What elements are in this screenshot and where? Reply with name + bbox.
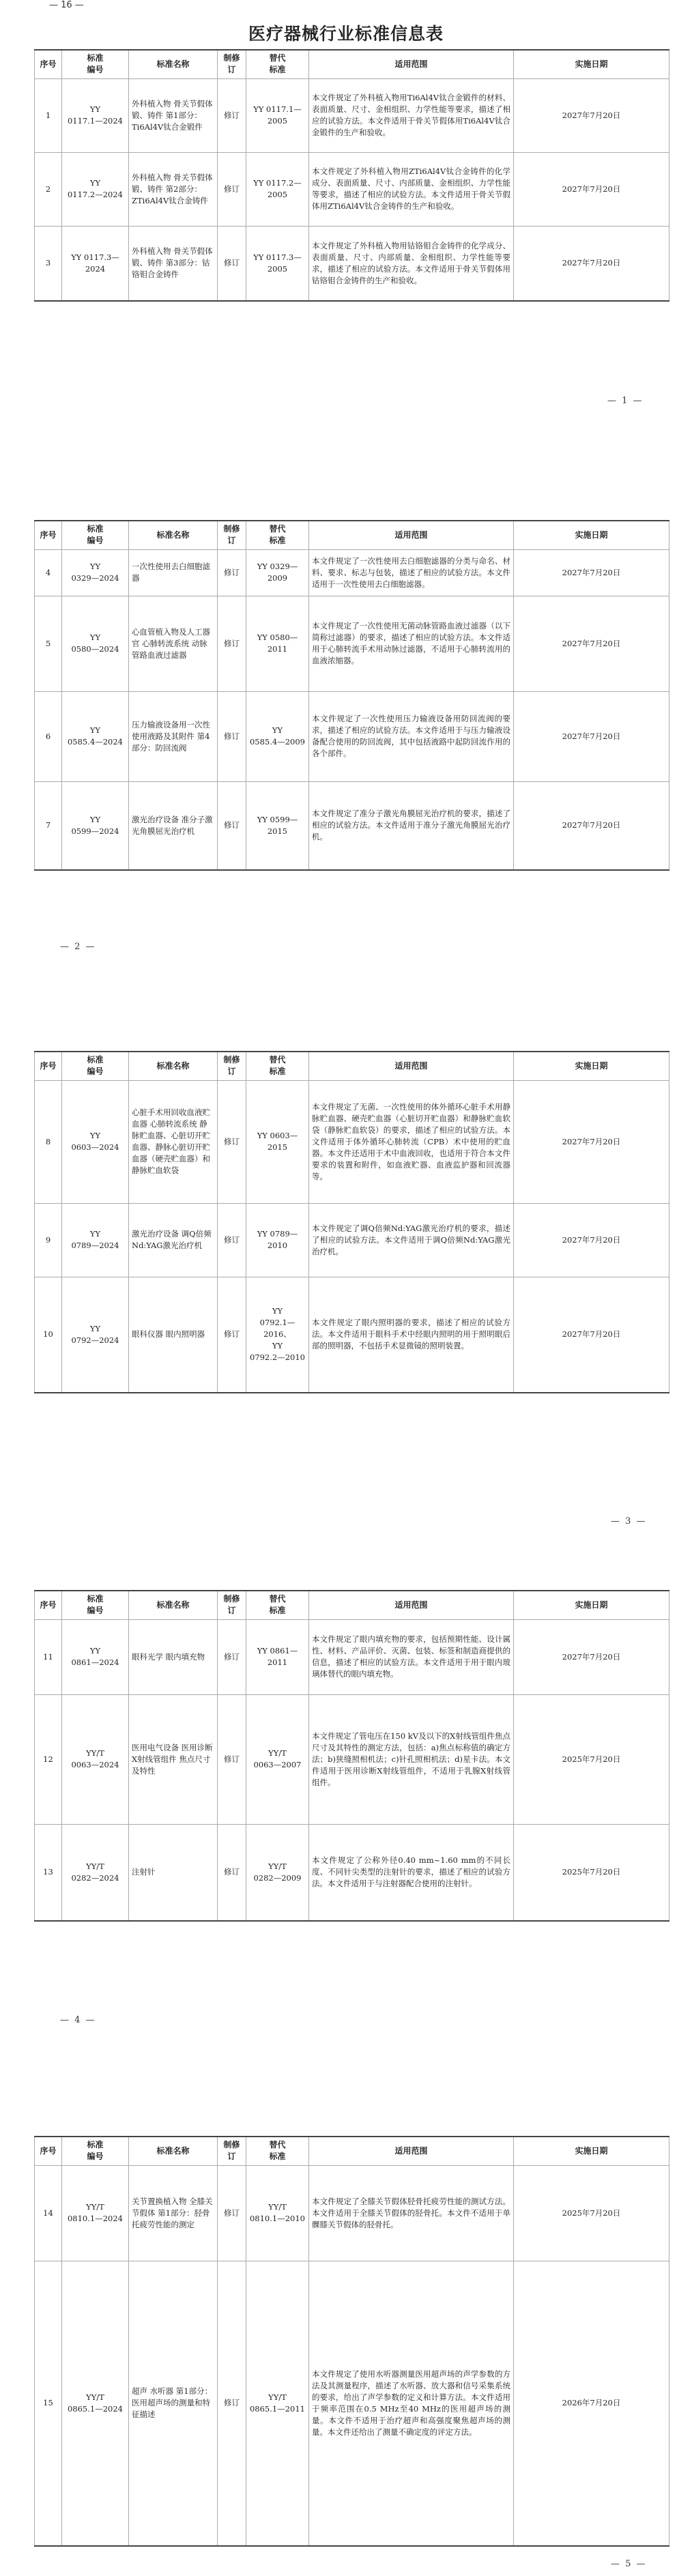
cell-number: 4 — [35, 549, 62, 596]
table-row — [35, 2261, 669, 2546]
cell-effective-date: 2025年7月20日 — [514, 2165, 669, 2261]
cell-replaced-standard: YY/T 0282—2009 — [246, 1824, 309, 1921]
cell-revision-type: 修订 — [218, 2165, 246, 2261]
cell-number: 8 — [35, 1080, 62, 1203]
page-number: — 2 — — [60, 942, 96, 952]
cell-effective-date: 2027年7月20日 — [514, 691, 669, 781]
table-header-row — [35, 2137, 669, 2165]
table-row — [35, 781, 669, 870]
page-number: — 3 — — [611, 1516, 647, 1526]
table-row — [35, 691, 669, 781]
cell-effective-date: 2027年7月20日 — [514, 1080, 669, 1203]
col-header-no: 序号 — [35, 1052, 62, 1080]
cell-standard-name: 眼科光学 眼内填充物 — [129, 1619, 218, 1694]
table-header-row — [35, 521, 669, 549]
col-header-scope: 适用范围 — [309, 50, 514, 78]
cell-standard-name: 超声 水听器 第1部分：医用超声场的测量和特征描述 — [129, 2261, 218, 2546]
cell-scope: 本文件规定了眼内照明器的要求，描述了相应的试验方法。本文件适用于眼科手术中经眼内照明的用于照明眼后部的照明器，不包括手术显微镜的照明装置。 — [309, 1277, 514, 1393]
cell-standard-code: YY 0329—2024 — [62, 549, 129, 596]
cell-revision-type: 修订 — [218, 1203, 246, 1277]
page-number: — 1 — — [607, 396, 644, 406]
cell-standard-name: 眼科仪器 眼内照明器 — [129, 1277, 218, 1393]
col-header-date: 实施日期 — [514, 50, 669, 78]
table-row — [35, 1619, 669, 1694]
cell-replaced-standard: YY 0861—2011 — [246, 1619, 309, 1694]
cell-standard-name: 一次性使用去白细胞滤器 — [129, 549, 218, 596]
cell-standard-name: 激光治疗设备 准分子激光角膜屈光治疗机 — [129, 781, 218, 870]
cell-replaced-standard: YY 0117.2—2005 — [246, 152, 309, 226]
cell-standard-name: 外科植入物 骨关节假体锻、铸件 第3部分：钴铬钼合金铸件 — [129, 226, 218, 301]
col-header-code: 标准 编号 — [62, 1052, 129, 1080]
cell-revision-type: 修订 — [218, 1619, 246, 1694]
cell-scope: 本文件规定了全膝关节假体胫骨托疲劳性能的测试方法。本文件适用于全膝关节假体的胫骨托。本文件不适用于单髁膝关节假体的胫骨托。 — [309, 2165, 514, 2261]
table-header-row — [35, 50, 669, 78]
standards-table — [34, 1051, 669, 1393]
col-header-code: 标准 编号 — [62, 521, 129, 549]
table-row — [35, 596, 669, 691]
cell-number: 12 — [35, 1694, 62, 1824]
table-row — [35, 78, 669, 152]
page-title: 医疗器械行业标准信息表 — [248, 24, 444, 44]
table-row — [35, 1824, 669, 1921]
cell-standard-code: YY 0599—2024 — [62, 781, 129, 870]
cell-revision-type: 修订 — [218, 78, 246, 152]
cell-scope: 本文件规定了外科植入物用Ti6Al4V钛合金锻件的材料、表面质量、尺寸、金相组织、力学性能等要求，描述了相应的试验方法。本文件适用于骨关节假体用Ti6Al4V钛合金锻件的生产和验收。 — [309, 78, 514, 152]
col-header-type: 制修 订 — [218, 2137, 246, 2165]
cell-standard-name: 激光治疗设备 调Q倍频Nd:YAG激光治疗机 — [129, 1203, 218, 1277]
col-header-no: 序号 — [35, 521, 62, 549]
cell-scope: 本文件规定了一次性使用去白细胞滤器的分类与命名、材料、要求、标志与包装，描述了相应的试验方法。本文件适用于一次性使用去白细胞滤器。 — [309, 549, 514, 596]
cell-number: 6 — [35, 691, 62, 781]
cell-effective-date: 2027年7月20日 — [514, 1277, 669, 1393]
cell-standard-code: YY/T 0865.1—2024 — [62, 2261, 129, 2546]
cell-revision-type: 修订 — [218, 1277, 246, 1393]
col-header-type: 制修 订 — [218, 1052, 246, 1080]
cell-standard-code: YY 0789—2024 — [62, 1203, 129, 1277]
cell-replaced-standard: YY 0599—2015 — [246, 781, 309, 870]
col-header-replace: 替代 标准 — [246, 50, 309, 78]
cell-number: 5 — [35, 596, 62, 691]
cell-revision-type: 修订 — [218, 226, 246, 301]
table-row — [35, 152, 669, 226]
standards-table — [34, 49, 669, 302]
cell-number: 7 — [35, 781, 62, 870]
standards-table — [34, 1590, 669, 1922]
cell-number: 14 — [35, 2165, 62, 2261]
cell-replaced-standard: YY 0117.3—2005 — [246, 226, 309, 301]
cell-number: 3 — [35, 226, 62, 301]
cell-scope: 本文件规定了使用水听器测量医用超声场的声学参数的方法及其测量程序，描述了水听器、放大器和信号采集系统的要求，给出了声学参数的定义和计算方法。本文件适用于频率范围在0.5 MHz至40 MHz的医用超声场的测量。本文件不适用于治疗超声和高强度聚焦超声场的测量。本文件还给出了测量不确定度的评定方法。 — [309, 2261, 514, 2546]
col-header-name: 标准名称 — [129, 1052, 218, 1080]
cell-standard-name: 关节置换植入物 全膝关节假体 第1部分：胫骨托疲劳性能的测定 — [129, 2165, 218, 2261]
cell-standard-code: YY 0117.1—2024 — [62, 78, 129, 152]
col-header-name: 标准名称 — [129, 50, 218, 78]
cell-effective-date: 2026年7月20日 — [514, 2261, 669, 2546]
table-row — [35, 226, 669, 301]
cell-scope: 本文件规定了公称外径0.40 mm~1.60 mm的不同长度、不同针尖类型的注射针的要求，描述了相应的试验方法。本文件适用于与注射器配合使用的注射针。 — [309, 1824, 514, 1921]
cell-scope: 本文件规定了外科植入物用钴铬钼合金铸件的化学成分、表面质量、尺寸、内部质量、金相组织、力学性能等要求，描述了相应的试验方法。本文件适用于骨关节假体用钴铬钼合金铸件的生产和验收。 — [309, 226, 514, 301]
table-header-row — [35, 1591, 669, 1619]
cell-effective-date: 2027年7月20日 — [514, 226, 669, 301]
cell-number: 15 — [35, 2261, 62, 2546]
cell-effective-date: 2025年7月20日 — [514, 1824, 669, 1921]
cell-standard-name: 心血管植入物及人工器官 心肺转流系统 动脉管路血液过滤器 — [129, 596, 218, 691]
cell-replaced-standard: YY 0580—2011 — [246, 596, 309, 691]
cell-standard-code: YY/T 0810.1—2024 — [62, 2165, 129, 2261]
cell-replaced-standard: YY/T 0865.1—2011 — [246, 2261, 309, 2546]
cell-standard-code: YY/T 0063—2024 — [62, 1694, 129, 1824]
cell-standard-code: YY 0603—2024 — [62, 1080, 129, 1203]
col-header-type: 制修 订 — [218, 50, 246, 78]
cell-revision-type: 修订 — [218, 1824, 246, 1921]
col-header-replace: 替代 标准 — [246, 2137, 309, 2165]
cell-revision-type: 修订 — [218, 2261, 246, 2546]
cell-number: 13 — [35, 1824, 62, 1921]
col-header-code: 标准 编号 — [62, 2137, 129, 2165]
col-header-name: 标准名称 — [129, 2137, 218, 2165]
cell-scope: 本文件规定了眼内填充物的要求，包括预期性能、设计属性、材料、产品评价、灭菌、包装、标签和制造商提供的信息，描述了相应的试验方法。本文件适用于用于眼内玻璃体替代的眼内填充物。 — [309, 1619, 514, 1694]
table-row — [35, 1080, 669, 1203]
cell-effective-date: 2027年7月20日 — [514, 549, 669, 596]
cell-scope: 本文件规定了无菌、一次性使用的体外循环心脏手术用静脉贮血器、硬壳贮血器（心脏切开贮血器）和静脉贮血软袋（静脉贮血软袋）的要求，描述了相应的试验方法。本文件适用于体外循环心肺转流（CPB）术中使用的贮血器。本文件还适用于术中血液回收，也适用于符合本文件要求的装置和附件，如血液贮器、血液监护器和回流器等。 — [309, 1080, 514, 1203]
col-header-name: 标准名称 — [129, 1591, 218, 1619]
col-header-name: 标准名称 — [129, 521, 218, 549]
col-header-scope: 适用范围 — [309, 1591, 514, 1619]
cell-replaced-standard: YY 0789—2010 — [246, 1203, 309, 1277]
cell-standard-code: YY 0792—2024 — [62, 1277, 129, 1393]
cell-standard-name: 注射针 — [129, 1824, 218, 1921]
cell-replaced-standard: YY/T 0063—2007 — [246, 1694, 309, 1824]
page-number: — 4 — — [60, 2015, 96, 2025]
cell-standard-name: 压力输液设备用一次性使用液路及其附件 第4部分：防回流阀 — [129, 691, 218, 781]
cell-number: 9 — [35, 1203, 62, 1277]
cell-scope: 本文件规定了一次性使用无菌动脉管路血液过滤器（以下简称过滤器）的要求，描述了相应的试验方法。本文件适用于心肺转流手术用动脉过滤器，不适用于心肺转流用的血液浓缩器。 — [309, 596, 514, 691]
cell-standard-name: 心脏手术用回收血液贮血器 心肺转流系统 静脉贮血器、心脏切开贮血器、静脉心脏切开贮血器（硬壳贮血器）和静脉贮血软袋 — [129, 1080, 218, 1203]
header-mark: — 16 — — [49, 0, 84, 10]
cell-effective-date: 2027年7月20日 — [514, 1619, 669, 1694]
cell-revision-type: 修订 — [218, 549, 246, 596]
col-header-date: 实施日期 — [514, 1591, 669, 1619]
table-header-row — [35, 1052, 669, 1080]
col-header-scope: 适用范围 — [309, 2137, 514, 2165]
cell-scope: 本文件规定了管电压在150 kV及以下的X射线管组件焦点尺寸及其特性的测定方法，包括：a)焦点标称值的确定方法；b)狭缝照相机法；c)针孔照相机法；d)星卡法。本文件适用于医用诊断X射线管组件，不适用于乳腺X射线管组件。 — [309, 1694, 514, 1824]
col-header-date: 实施日期 — [514, 521, 669, 549]
col-header-code: 标准 编号 — [62, 50, 129, 78]
table-row — [35, 2165, 669, 2261]
cell-replaced-standard: YY 0792.1—2016、 YY 0792.2—2010 — [246, 1277, 309, 1393]
cell-effective-date: 2027年7月20日 — [514, 781, 669, 870]
cell-scope: 本文件规定了外科植入物用ZTi6Al4V钛合金铸件的化学成分、表面质量、尺寸、内部质量、金相组织、力学性能等要求，描述了相应的试验方法。本文件适用于骨关节假体用ZTi6Al4V钛合金铸件的生产和验收。 — [309, 152, 514, 226]
cell-scope: 本文件规定了调Q倍频Nd:YAG激光治疗机的要求，描述了相应的试验方法。本文件适用于调Q倍频Nd:YAG激光治疗机。 — [309, 1203, 514, 1277]
cell-number: 2 — [35, 152, 62, 226]
cell-standard-name: 外科植入物 骨关节假体锻、铸件 第1部分：Ti6Al4V钛合金锻件 — [129, 78, 218, 152]
cell-effective-date: 2027年7月20日 — [514, 596, 669, 691]
cell-revision-type: 修订 — [218, 596, 246, 691]
cell-number: 10 — [35, 1277, 62, 1393]
cell-standard-code: YY 0117.2—2024 — [62, 152, 129, 226]
cell-revision-type: 修订 — [218, 1694, 246, 1824]
cell-revision-type: 修订 — [218, 1080, 246, 1203]
col-header-type: 制修 订 — [218, 1591, 246, 1619]
col-header-no: 序号 — [35, 1591, 62, 1619]
cell-replaced-standard: YY 0117.1—2005 — [246, 78, 309, 152]
cell-revision-type: 修订 — [218, 781, 246, 870]
cell-standard-name: 医用电气设备 医用诊断X射线管组件 焦点尺寸及特性 — [129, 1694, 218, 1824]
col-header-type: 制修 订 — [218, 521, 246, 549]
col-header-replace: 替代 标准 — [246, 1052, 309, 1080]
col-header-code: 标准 编号 — [62, 1591, 129, 1619]
cell-effective-date: 2025年7月20日 — [514, 1694, 669, 1824]
col-header-scope: 适用范围 — [309, 521, 514, 549]
table-row — [35, 1277, 669, 1393]
cell-effective-date: 2027年7月20日 — [514, 78, 669, 152]
table-row — [35, 1694, 669, 1824]
cell-replaced-standard: YY/T 0810.1—2010 — [246, 2165, 309, 2261]
cell-scope: 本文件规定了准分子激光角膜屈光治疗机的要求，描述了相应的试验方法。本文件适用于准分子激光角膜屈光治疗机。 — [309, 781, 514, 870]
table-row — [35, 549, 669, 596]
cell-replaced-standard: YY 0329—2009 — [246, 549, 309, 596]
col-header-date: 实施日期 — [514, 2137, 669, 2165]
cell-standard-code: YY 0585.4—2024 — [62, 691, 129, 781]
col-header-date: 实施日期 — [514, 1052, 669, 1080]
standards-table — [34, 520, 669, 871]
cell-effective-date: 2027年7月20日 — [514, 152, 669, 226]
table-row — [35, 1203, 669, 1277]
cell-revision-type: 修订 — [218, 691, 246, 781]
col-header-scope: 适用范围 — [309, 1052, 514, 1080]
cell-effective-date: 2027年7月20日 — [514, 1203, 669, 1277]
cell-standard-code: YY 0117.3—2024 — [62, 226, 129, 301]
cell-number: 1 — [35, 78, 62, 152]
col-header-replace: 替代 标准 — [246, 1591, 309, 1619]
col-header-replace: 替代 标准 — [246, 521, 309, 549]
col-header-no: 序号 — [35, 50, 62, 78]
col-header-no: 序号 — [35, 2137, 62, 2165]
standards-table — [34, 2136, 669, 2547]
cell-revision-type: 修订 — [218, 152, 246, 226]
cell-standard-code: YY/T 0282—2024 — [62, 1824, 129, 1921]
cell-standard-code: YY 0580—2024 — [62, 596, 129, 691]
cell-scope: 本文件规定了一次性使用压力输液设备用防回流阀的要求，描述了相应的试验方法。本文件适用于与压力输液设备配合使用的防回流阀，其中包括液路中起防回流作用的各个部件。 — [309, 691, 514, 781]
cell-number: 11 — [35, 1619, 62, 1694]
cell-replaced-standard: YY 0603—2015 — [246, 1080, 309, 1203]
cell-standard-code: YY 0861—2024 — [62, 1619, 129, 1694]
page-number: — 5 — — [611, 2559, 647, 2569]
cell-replaced-standard: YY 0585.4—2009 — [246, 691, 309, 781]
cell-standard-name: 外科植入物 骨关节假体锻、铸件 第2部分：ZTi6Al4V钛合金铸件 — [129, 152, 218, 226]
